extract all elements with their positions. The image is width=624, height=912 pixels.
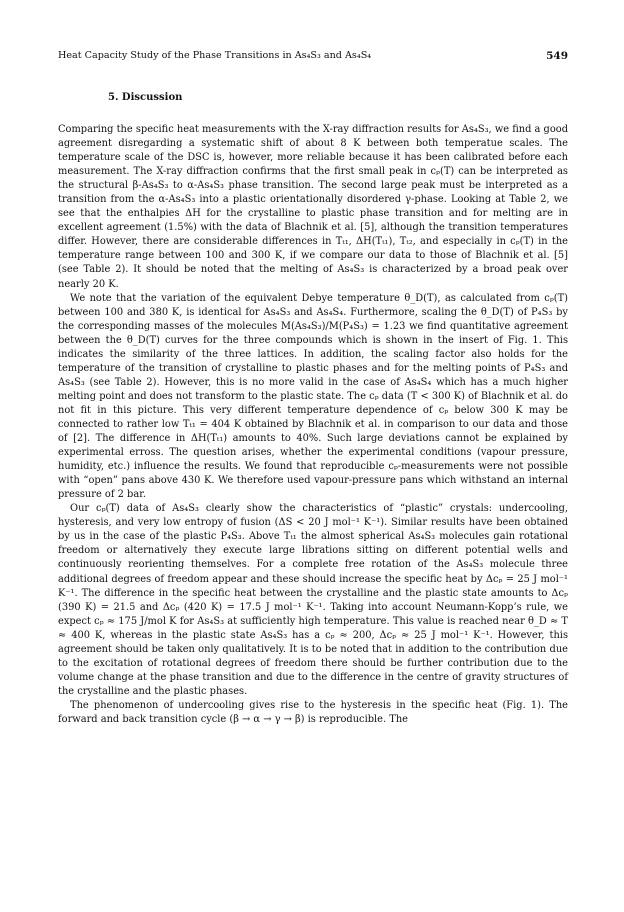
paragraph: Our cₚ(T) data of As₄S₃ clearly show the characteristics of “plastic” crystals: undercooling, hysteresis, and very low entropy of fusion (ΔS < 20 J mol⁻¹ K⁻¹). Similar results have been obtained by us in the case of the plastic P₄S₃. Above Tₜ₁ the almost spherical As₄S₃ molecules gain rotational freedom or alternatively they execute large librations sitting on different potential wells and continuously reorienting themselves. For a complete free rotation of the As₄S₃ molecule three additional degrees of freedom appear and these should increase the specific heat by Δcₚ = 25 J mol⁻¹ K⁻¹. The difference in the specific heat between the crystalline and the plastic state amounts to Δcₚ (390 K) = 21.5 and Δcₚ (420 K) = 17.5 J mol⁻¹ K⁻¹. Taking into account Neumann-Kopp’s rule, we expect cₚ ≈ 175 J/mol K for As₄S₃ at sufficiently high temperature. This value is reached near θ_D ≈ T ≈ 400 K, whereas in the plastic state As₄S₃ has a cₚ ≈ 200, Δcₚ ≈ 25 J mol⁻¹ K⁻¹. However, this agreement should be taken only qualitatively. It is to be noted that in addition to the contribution due to the excitation of rotational degrees of freedom there should be further contribution due to the volume change at the phase transition and due to the difference in the centre of gravity structures of the crystalline and the plastic phases. xyxy=(58,503,568,697)
page xyxy=(58,50,568,727)
section-heading: 5. Discussion xyxy=(108,92,183,103)
body-text xyxy=(58,123,568,727)
page-number: 549 xyxy=(546,50,568,62)
running-header xyxy=(58,50,568,62)
paragraph: The phenomenon of undercooling gives rise to the hysteresis in the specific heat (Fig. 1). The forward and back transition cycle (β → α → γ → β) is reproducible. The xyxy=(58,699,568,725)
paragraph: We note that the variation of the equivalent Debye temperature θ_D(T), as calculated from cₚ(T) between 100 and 380 K, is identical for As₄S₃ and As₄S₄. Furthermore, scaling the θ_D(T) of P₄S₃ by the corresponding masses of the molecules M(As₄S₃)/M(P₄S₃) = 1.23 we find quantitative agreement between the θ_D(T) curves for the three compounds which is shown in the insert of Fig. 1. This indicates the similarity of the three lattices. In addition, the scaling factor also holds for the temperature of the transition of crystalline to plastic phases and for the melting points of P₄S₃ and As₄S₃ (see Table 2). However, this is no more valid in the case of As₄S₄ which has a much higher melting point and does not transform to the plastic state. The cₚ data (T < 300 K) of Blachnik et al. do not fit in this picture. This very different temperature dependence of cₚ below 300 K may be connected to rather low Tₜ₁ = 404 K obtained by Blachnik et al. in comparison to our data and those of [2]. The difference in ΔH(Tₜ₁) amounts to 40%. Such large deviations cannot be explained by experimental erross. The question arises, whether the experimental conditions (vapour pressure, humidity, etc.) influence the results. We found that reproducible cₚ-measurements were not possible with “open” pans above 430 K. We therefore used vapour-pressure pans which withstand an internal pressure of 2 bar. xyxy=(58,292,568,501)
paragraph: Comparing the specific heat measurements with the X-ray diffraction results for As₄S₃, we find a good agreement disregarding a systematic shift of about 8 K between both temperatue scales. The temperature scale of the DSC is, however, more reliable because it has been calibrated before each measurement. The X-ray diffraction confirms that the first small peak in cₚ(T) can be interpreted as the structural β-As₄S₃ to α-As₄S₃ phase transition. The second large peak must be interpreted as a transition from the α-As₄S₃ into a plastic orientationally disordered γ-phase. Looking at Table 2, we see that the enthalpies ΔH for the crystalline to plastic phase transition and for melting are in excellent agreement (1.5%) with the data of Blachnik et al. [5], although the transition temperatures differ. However, there are considerable differences in Tₜ₁, ΔH(Tₜ₁), Tₜ₂, and especially in cₚ(T) in the temperature range between 100 and 300 K, if we compare our data to those of Blachnik et al. [5] (see Table 2). It should be noted that the melting of As₄S₃ is characterized by a broad peak over nearly 20 K. xyxy=(58,124,568,290)
running-title: Heat Capacity Study of the Phase Transitions in As₄S₃ and As₄S₄ xyxy=(58,50,372,61)
